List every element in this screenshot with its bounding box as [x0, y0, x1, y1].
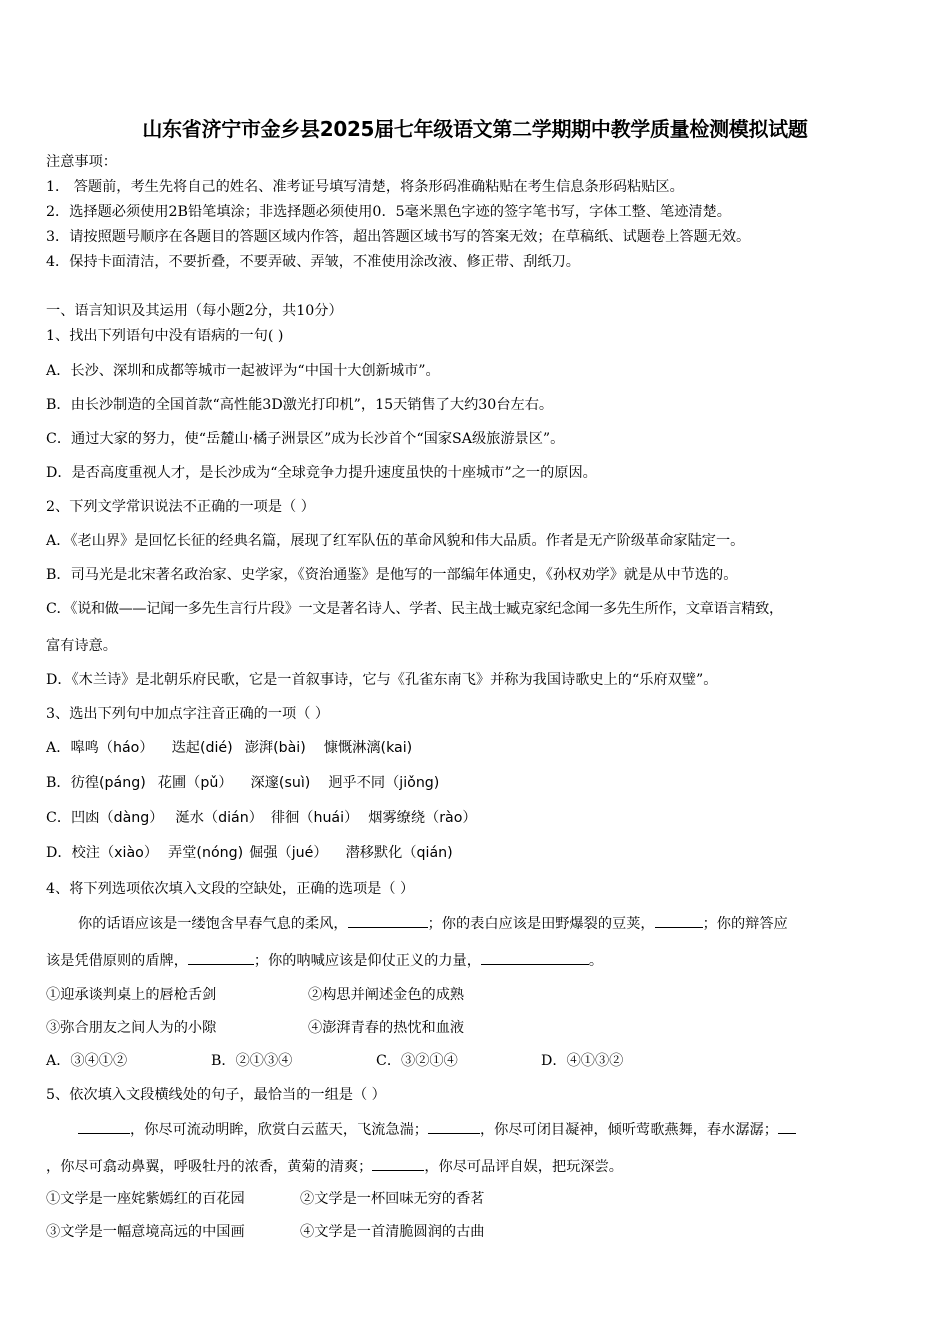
pinyin-item: 涎水（dián）	[175, 810, 263, 826]
pinyin-item: 迭起(dié)	[171, 740, 233, 756]
passage-text: ，你尽可流动明眸，欣赏白云蓝天，飞流急湍；	[130, 1122, 428, 1138]
passage-text: 该是凭借原则的盾牌，	[46, 953, 188, 969]
passage-text: ，你尽可翕动鼻翼，呼吸牡丹的浓香，黄菊的清爽；	[46, 1159, 373, 1175]
question-stem: 4、将下列选项依次填入文段的空缺处，正确的选项是（ ）	[46, 881, 415, 897]
pinyin-item: 迥乎不同（jiǒng)	[328, 775, 440, 791]
option-a: A．③④①②	[46, 1053, 128, 1069]
passage-text: 你的话语应该是一缕饱含早春气息的柔风，	[78, 916, 348, 932]
pinyin-item: 徘徊（huái）	[270, 810, 359, 826]
choice: ③文学是一幅意境高远的中国画	[46, 1224, 245, 1240]
option-d	[46, 843, 453, 863]
answer-blank	[428, 1119, 480, 1134]
answer-blank	[481, 950, 589, 965]
passage-text: ；你的呐喊应该是仰仗正义的力量，	[253, 953, 481, 969]
choice: ④文学是一首清脆圆润的古曲	[300, 1224, 485, 1240]
passage-line	[46, 1156, 623, 1177]
notice-item: 4．保持卡面清洁，不要折叠，不要弄破、弄皱，不准使用涂改液、修正带、刮纸刀。	[46, 254, 580, 270]
option-c	[46, 808, 477, 828]
choice-line	[46, 985, 464, 1005]
answer-blank	[655, 913, 703, 928]
notice-header: 注意事项：	[46, 154, 117, 170]
options-line	[46, 1051, 623, 1071]
question-stem: 3、选出下列句中加点字注音正确的一项（ ）	[46, 706, 330, 722]
passage-line	[46, 950, 603, 971]
option-a: A．长沙、深圳和成都等城市一起被评为“中国十大创新城市”。	[46, 363, 440, 379]
choice: ③弥合朋友之间人为的小隙	[46, 1020, 217, 1036]
option-d: D．《木兰诗》是北朝乐府民歌，它是一首叙事诗，它与《孔雀东南飞》并称为我国诗歌史上的“乐府双璧”。	[46, 672, 718, 688]
pinyin-item: 潜移默化（qián)	[345, 845, 453, 861]
passage-text: ；你的表白应该是田野爆裂的豆荚，	[427, 916, 655, 932]
answer-blank	[348, 913, 428, 928]
choice-line	[46, 1222, 484, 1242]
notice-item: 3．请按照题号顺序在各题目的答题区域内作答，超出答题区域书写的答案无效；在草稿纸、试题卷上答题无效。	[46, 229, 751, 245]
passage-text: ；你的辩答应	[702, 916, 788, 932]
pinyin-item: 深邃(suì)	[250, 775, 311, 791]
option-d: D．是否高度重视人才，是长沙成为“全球竞争力提升速度虽快的十座城市”之一的原因。	[46, 465, 597, 481]
choice: ④澎湃青春的热忱和血液	[308, 1020, 465, 1036]
option-label: A．	[46, 740, 71, 756]
pinyin-item: 倔强（jué）	[249, 845, 328, 861]
option-a: A．《老山界》是回忆长征的经典名篇，展现了红军队伍的革命风貌和伟大品质。作者是无产阶级革命家陆定一。	[46, 533, 745, 549]
pinyin-item: 弄堂(nóng)	[168, 845, 244, 861]
pinyin-item: 校注（xiào）	[71, 845, 159, 861]
passage-text: ，你尽可闭目凝神，倾听莺歌燕舞，春水潺潺；	[479, 1122, 778, 1138]
option-c: C．《说和做——记闻一多先生言行片段》一文是著名诗人、学者、民主战士臧克家纪念闻一多先生所作，文章语言精致，	[46, 601, 783, 617]
option-b: B．②①③④	[211, 1053, 293, 1069]
answer-blank	[372, 1156, 424, 1171]
option-d: D．④①③②	[541, 1053, 624, 1069]
question-stem: 1、找出下列语句中没有语病的一句( )	[46, 328, 284, 344]
option-c-continued: 富有诗意。	[46, 638, 117, 654]
pinyin-item: 嗥鸣（háo）	[70, 740, 154, 756]
choice: ②构思并阐述金色的成熟	[308, 987, 465, 1003]
notice-item: 1． 答题前，考生先将自己的姓名、准考证号填写清楚，将条形码准确粘贴在考生信息条形码粘贴区。	[46, 179, 684, 195]
answer-blank	[188, 950, 254, 965]
option-b	[46, 773, 439, 793]
choice: ①迎承谈判桌上的唇枪舌剑	[46, 987, 217, 1003]
option-a	[46, 738, 412, 758]
option-label: B．	[46, 775, 71, 791]
section-heading: 一、语言知识及其运用（每小题2分，共10分）	[46, 303, 343, 319]
passage-line	[78, 913, 788, 934]
question-stem: 5、依次填入文段横线处的句子，最恰当的一组是（ ）	[46, 1087, 386, 1103]
pinyin-item: 烟雾缭绕（rào）	[368, 810, 477, 826]
option-label: C．	[46, 810, 72, 826]
page-title: 山东省济宁市金乡县2025届七年级语文第二学期期中教学质量检测模拟试题	[142, 117, 808, 141]
question-stem: 2、下列文学常识说法不正确的一项是（ ）	[46, 499, 315, 515]
choice: ②文学是一杯回味无穷的香茗	[300, 1191, 485, 1207]
notice-item: 2．选择题必须使用2B铅笔填涂；非选择题必须使用0．5毫米黑色字迹的签字笔书写，字体工整、笔迹清楚。	[46, 204, 731, 220]
option-c: C．③②①④	[376, 1053, 458, 1069]
choice-line	[46, 1189, 484, 1209]
pinyin-item: 彷徨(páng)	[70, 775, 146, 791]
answer-blank	[778, 1119, 796, 1134]
pinyin-item: 慷慨淋漓(kai)	[323, 740, 413, 756]
option-label: D．	[46, 845, 72, 861]
pinyin-item: 花圃（pǔ）	[157, 775, 233, 791]
answer-blank	[78, 1119, 130, 1134]
pinyin-item: 凹凼（dàng）	[71, 810, 164, 826]
option-c: C．通过大家的努力，使“岳麓山·橘子洲景区”成为长沙首个“国家SA级旅游景区”。	[46, 431, 565, 447]
passage-line	[78, 1119, 796, 1140]
option-b: B．由长沙制造的全国首款“高性能3D激光打印机”，15天销售了大约30台左右。	[46, 397, 554, 413]
option-b: B．司马光是北宋著名政治家、史学家，《资治通鉴》是他写的一部编年体通史，《孙权劝学》就是从中节选的。	[46, 567, 738, 583]
choice: ①文学是一座姹紫嫣红的百花园	[46, 1191, 245, 1207]
pinyin-item: 澎湃(bài)	[244, 740, 306, 756]
choice-line	[46, 1018, 464, 1038]
passage-text: ，你尽可品评自娱，把玩深尝。	[424, 1159, 623, 1175]
passage-text: 。	[588, 953, 604, 969]
